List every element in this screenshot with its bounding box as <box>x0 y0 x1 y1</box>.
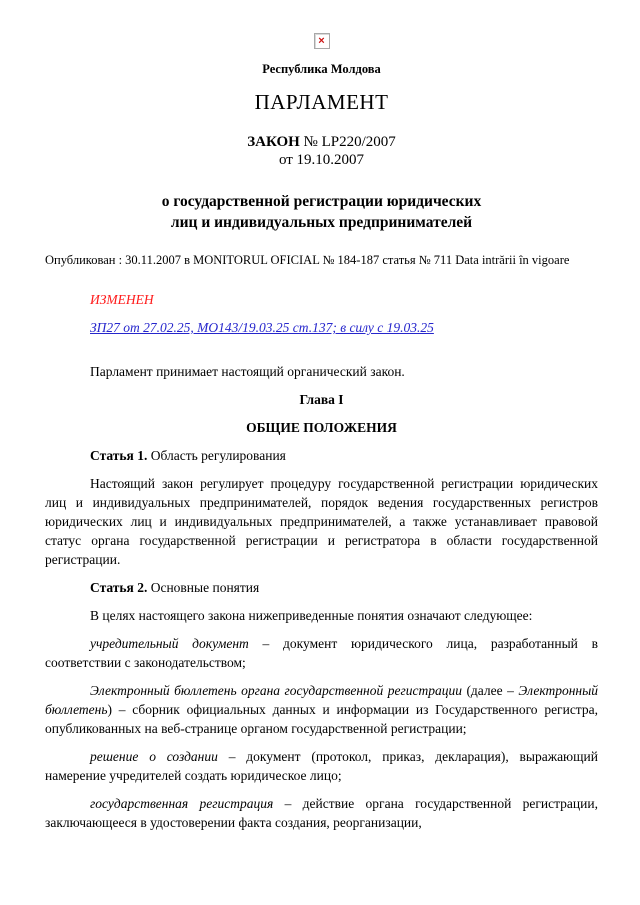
chapter-title: ОБЩИЕ ПОЛОЖЕНИЯ <box>246 420 397 435</box>
country-name: Республика Молдова <box>262 62 381 76</box>
broken-image-icon <box>314 33 330 49</box>
amendment-link[interactable]: ЗП27 от 27.02.25, МО143/19.03.25 ст.137; в силу с 19.03.25 <box>90 320 434 335</box>
article1-title: Область регулирования <box>147 448 286 463</box>
emblem-row <box>45 33 598 51</box>
law-label: ЗАКОН <box>247 134 300 150</box>
amended-status: ИЗМЕНЕН <box>90 292 154 307</box>
definition-text: ) – сборник официальных данных и информации из Государственного регистра, опубликованных на веб-странице органом государственной регистрации; <box>45 702 598 736</box>
definition-term: решение о создании <box>90 749 218 764</box>
law-number: № LP220/2007 <box>299 134 396 150</box>
amendment-link-paragraph <box>45 320 598 336</box>
broken-image-x-glyph: × <box>318 35 325 47</box>
definition-text: – действие органа государственной регистрации, заключающееся в удостоверении факта создания, реорганизации, <box>45 796 598 830</box>
definition-term-short: Электронный бюллетень <box>45 683 598 717</box>
institution-name: ПАРЛАМЕНТ <box>254 90 389 114</box>
definition-mid-text: (далее – <box>461 683 519 698</box>
article1-text: Настоящий закон регулирует процедуру государственной регистрации юридических лиц и индивидуальных предпринимателей, порядок ведения государственных регистров юридических лиц и индивидуальных предпринимателей, а также устанавливает правовой статус органа государственной регистрации и регистратора в области государственной регистрации. <box>45 476 598 567</box>
preamble: Парламент принимает настоящий органический закон. <box>90 364 405 379</box>
document-title-line2: лиц и индивидуальных предпринимателей <box>170 214 473 231</box>
law-date: от 19.10.2007 <box>278 152 365 168</box>
definition-text: – документ юридического лица, разработанный в соответствии с законодательством; <box>45 636 599 670</box>
definition-term: учредительный документ <box>90 636 249 651</box>
article2-intro: В целях настоящего закона нижеприведенные понятия означают следующее: <box>90 608 533 623</box>
definition-term: Электронный бюллетень органа государственной регистрации <box>90 683 462 698</box>
article1-heading <box>45 446 598 465</box>
law-number-line <box>45 134 598 151</box>
document-title <box>45 191 598 233</box>
definition-text: – документ (протокол, приказ, декларация), выражающий намерение учредителей создать юридическое лицо; <box>45 749 598 783</box>
definition-term: государственная регистрация <box>90 796 274 811</box>
article2-title: Основные понятия <box>147 580 260 595</box>
definition-paragraph-2 <box>45 681 598 738</box>
document-body <box>45 362 598 832</box>
article1-label: Статья 1. <box>90 448 148 463</box>
article2-heading <box>45 578 598 597</box>
article2-label: Статья 2. <box>90 580 148 595</box>
definition-paragraph-1 <box>45 634 598 672</box>
definition-paragraph-3 <box>45 747 598 785</box>
publication-info: Опубликован : 30.11.2007 в MONITORUL OFICIAL № 184-187 статья № 711 Data intrării în vigoare <box>45 253 570 267</box>
definition-paragraph-4 <box>45 794 598 832</box>
document-title-line1: о государственной регистрации юридических <box>161 193 482 210</box>
chapter-number: Глава I <box>299 392 344 407</box>
